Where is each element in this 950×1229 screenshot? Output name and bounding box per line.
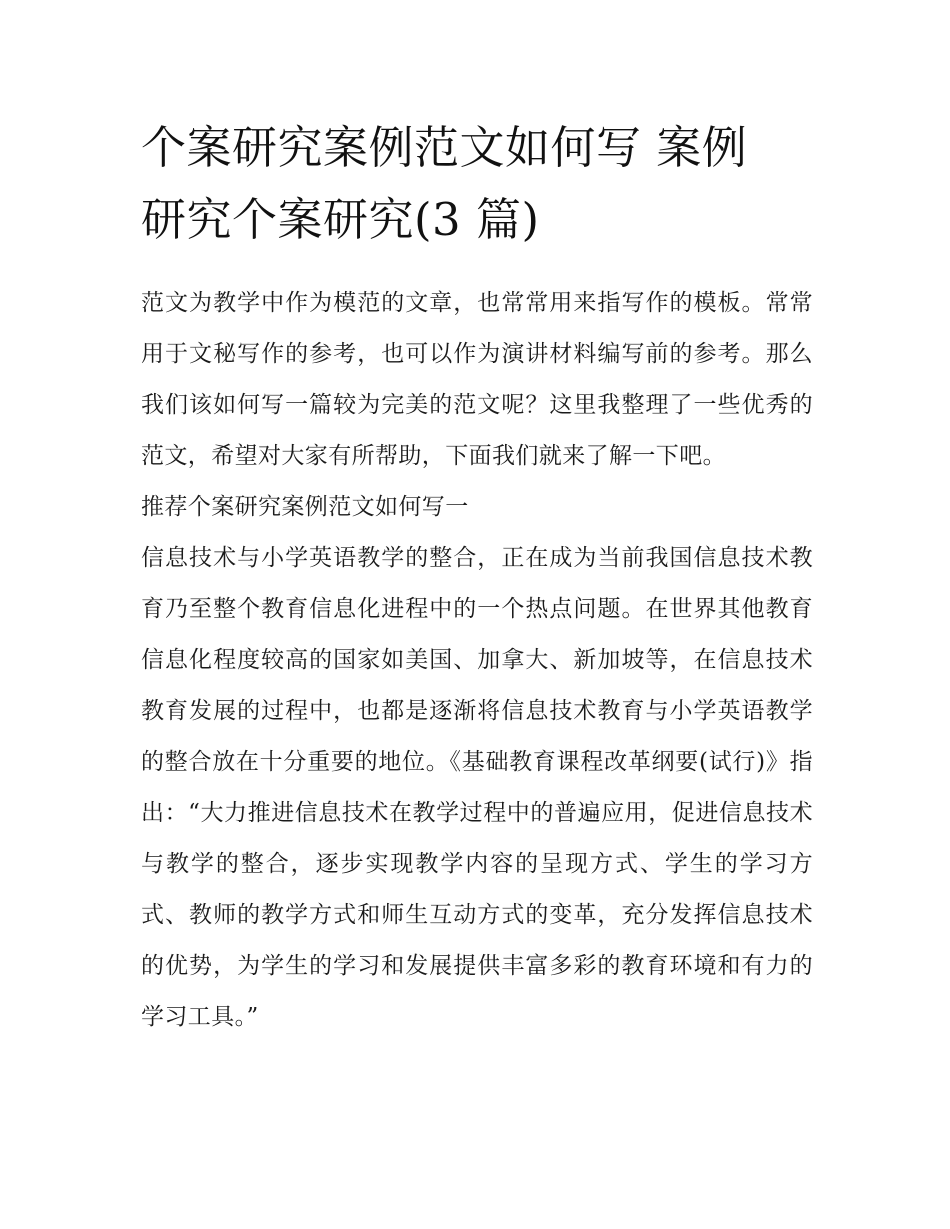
document-title-line-1: 个案研究案例范文如何写 案例 [141, 121, 748, 174]
document-title [141, 112, 813, 256]
document-content [141, 112, 813, 1043]
document-title-line-2: 研究个案研究(3 篇) [141, 193, 540, 246]
intro-paragraph: 范文为教学中作为模范的文章，也常常用来指写作的模板。常常用于文秘写作的参考，也可以作为演讲材料编写前的参考。那么我们该如何写一篇较为完美的范文呢？这里我整理了一些优秀的范文，希望对大家有所帮助，下面我们就来了解一下吧。 [141, 290, 813, 469]
body-paragraph: 信息技术与小学英语教学的整合，正在成为当前我国信息技术教育乃至整个教育信息化进程中的一个热点问题。在世界其他教育信息化程度较高的国家如美国、加拿大、新加坡等，在信息技术教育发展的过程中，也都是逐渐将信息技术教育与小学英语教学的整合放在十分重要的地位。《基础教育课程改革纲要(试行)》指出：“大力推进信息技术在教学过程中的普遍应用，促进信息技术与教学的整合，逐步实现教学内容的呈现方式、学生的学习方式、教师的教学方式和师生互动方式的变革，充分发挥信息技术的优势，为学生的学习和发展提供丰富多彩的教育环境和有力的学习工具。” [141, 545, 813, 1030]
section-heading: 推荐个案研究案例范文如何写一 [141, 494, 469, 520]
